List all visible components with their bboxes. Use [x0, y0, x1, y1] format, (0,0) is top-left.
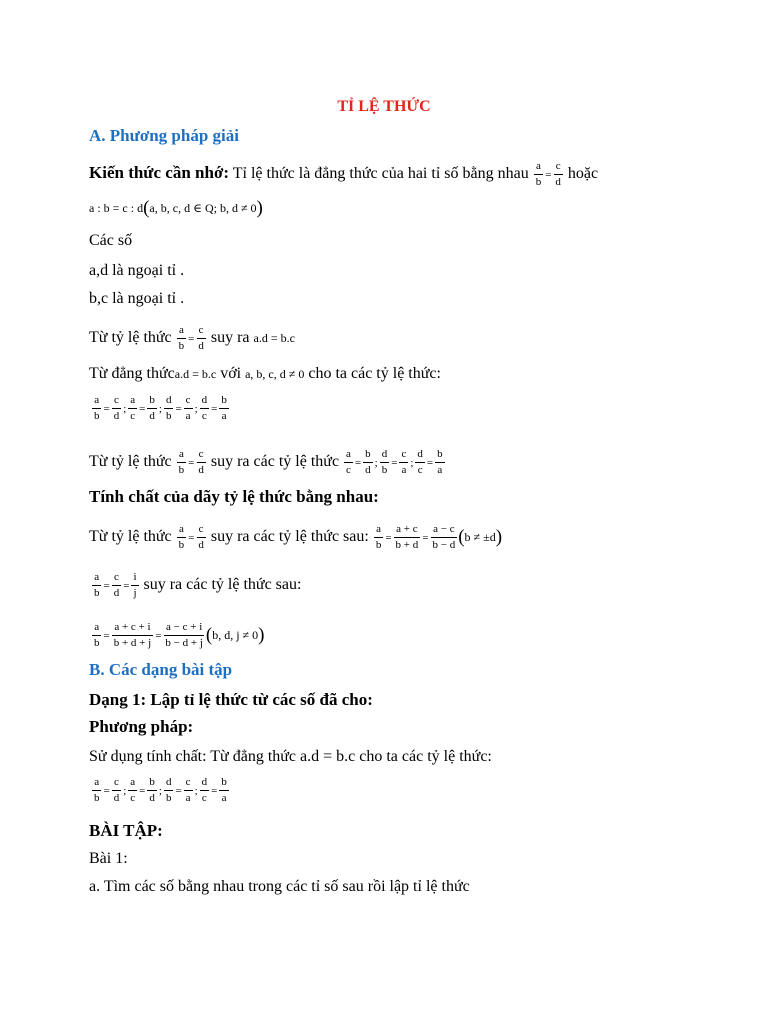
- denominator: d: [198, 539, 204, 551]
- fraction-b-a: [219, 394, 229, 423]
- denominator: a: [185, 410, 191, 422]
- denominator: d: [113, 410, 120, 422]
- close-paren: ): [495, 526, 503, 548]
- numerator: c: [112, 776, 121, 791]
- fraction-d-c: [415, 448, 425, 477]
- equals-sign: =: [103, 402, 110, 415]
- fraction-d-c: [200, 776, 210, 805]
- close-paren: ): [258, 624, 265, 646]
- numerator: a: [177, 324, 186, 339]
- fraction-b-d: [147, 394, 157, 423]
- prefix: Từ đẳng thức: [89, 365, 175, 382]
- separator: ;: [123, 784, 127, 797]
- equals-sign: =: [385, 531, 392, 544]
- numerator: c: [197, 448, 206, 463]
- suy-ra: suy ra: [210, 329, 250, 347]
- equation: a.d = b.c: [253, 331, 295, 346]
- fraction-a-c: [128, 394, 137, 423]
- equals-sign: =: [139, 784, 146, 797]
- denominator: j: [133, 587, 137, 599]
- phuong-phap-heading: Phương pháp:: [89, 717, 194, 736]
- fraction-b-d: [147, 776, 157, 805]
- numerator: b: [219, 776, 229, 791]
- fraction-d-b: [164, 776, 174, 805]
- fraction-c-d: [553, 160, 563, 189]
- numerator: a + c: [394, 523, 419, 538]
- tu-ty-le-thuc-line: [89, 324, 295, 353]
- denominator: b: [94, 637, 100, 649]
- fraction-a-b: [374, 523, 384, 552]
- denominator: d: [365, 464, 371, 476]
- equals-sign: =: [188, 456, 195, 469]
- denominator: b − d: [432, 539, 456, 551]
- numerator: a: [344, 448, 353, 463]
- denominator: b: [178, 464, 185, 476]
- bai-tap-heading: BÀI TẬP:: [89, 821, 163, 840]
- tinh-chat-line-2: [91, 571, 301, 600]
- equals-sign: =: [175, 784, 182, 797]
- section-b-heading: B. Các dạng bài tập: [89, 660, 233, 679]
- dang-1-heading: Dạng 1: Lập tỉ lệ thức từ các số đã cho:: [89, 690, 373, 709]
- fraction-c-d: [196, 324, 206, 353]
- denominator: b: [94, 792, 100, 804]
- fraction-a-b: [92, 776, 102, 805]
- separator: ;: [123, 402, 127, 415]
- numerator: c: [197, 324, 206, 339]
- denominator: d: [149, 410, 155, 422]
- hoac-text: hoặc: [567, 165, 599, 183]
- numerator: c: [184, 776, 193, 791]
- numerator: d: [380, 448, 390, 463]
- denominator: b: [165, 410, 172, 422]
- ngoai-ti-line-2: b,c là ngoại tỉ .: [89, 290, 185, 307]
- prefix: Từ tỷ lệ thức: [89, 528, 172, 546]
- fraction-c-d: [112, 776, 122, 805]
- fraction-c-d: [112, 394, 122, 423]
- equation: a.d = b.c: [174, 367, 217, 381]
- bai-1-label: Bài 1:: [89, 850, 128, 867]
- fraction-diff-3: [163, 621, 204, 650]
- condition: b, d, j ≠ 0: [212, 628, 259, 643]
- denominator: c: [346, 464, 351, 476]
- numerator: d: [164, 776, 174, 791]
- fraction-a-b: [177, 324, 187, 353]
- separator: ;: [158, 784, 162, 797]
- kien-thuc-label: Kiến thức cần nhớ:: [89, 163, 230, 183]
- denominator: b: [381, 464, 388, 476]
- fraction-b-a: [219, 776, 229, 805]
- equals-sign: =: [545, 168, 552, 181]
- numerator: a: [92, 571, 101, 586]
- tinh-chat-line-1: [89, 523, 502, 552]
- proportion-list-2: [91, 776, 230, 805]
- separator: ;: [158, 402, 162, 415]
- denominator: b + d + j: [113, 637, 152, 649]
- fraction-b-a: [435, 448, 445, 477]
- colon-form: a : b = c : d: [89, 201, 144, 215]
- denominator: d: [113, 587, 120, 599]
- fraction-a-b: [92, 571, 102, 600]
- tu-dang-thuc-line: [89, 364, 441, 384]
- kien-thuc-line: [89, 160, 598, 189]
- cac-so-line: Các số: [89, 232, 133, 249]
- denominator: b: [94, 410, 100, 422]
- fraction-sum-3: [112, 621, 153, 650]
- equals-sign: =: [188, 332, 195, 345]
- equals-sign: =: [103, 629, 110, 642]
- kien-thuc-text: Tỉ lệ thức là đẳng thức của hai tỉ số bằng nhau: [232, 165, 529, 183]
- denominator: b: [375, 539, 382, 551]
- denominator: c: [417, 464, 423, 476]
- numerator: c: [112, 571, 121, 586]
- fraction-c-d: [196, 448, 206, 477]
- separator: ;: [410, 456, 414, 469]
- equals-sign: =: [426, 456, 434, 469]
- fraction-d-c: [200, 394, 210, 423]
- equals-sign: =: [422, 531, 429, 544]
- numerator: a: [92, 776, 101, 791]
- fraction-a-b: [92, 621, 102, 650]
- numerator: a − c + i: [164, 621, 204, 636]
- fraction-a-b: [534, 160, 544, 189]
- equals-sign: =: [123, 579, 130, 592]
- equals-sign: =: [139, 402, 146, 415]
- fraction-a-b: [177, 523, 187, 552]
- numerator: b: [363, 448, 373, 463]
- numerator: a: [534, 160, 543, 175]
- denominator: a: [221, 410, 227, 422]
- suy-ra: suy ra các tỷ lệ thức sau:: [143, 576, 302, 594]
- fraction-c-a: [184, 776, 193, 805]
- numerator: b: [147, 776, 157, 791]
- numerator: c: [184, 394, 193, 409]
- fraction-d-b: [380, 448, 390, 477]
- open-paren: (: [143, 197, 150, 219]
- condition: a, b, c, d ∈ Q; b, d ≠ 0: [149, 201, 257, 215]
- fraction-a-b: [92, 394, 102, 423]
- numerator: c: [112, 394, 121, 409]
- numerator: c: [197, 523, 206, 538]
- equals-sign: =: [211, 784, 218, 797]
- fraction-i-j: [131, 571, 138, 600]
- condition: b ≠ ±d: [464, 530, 496, 545]
- numerator: d: [415, 448, 425, 463]
- numerator: a − c: [431, 523, 456, 538]
- close-paren: ): [256, 197, 263, 219]
- fraction-a-b: [177, 448, 187, 477]
- denominator: a: [437, 464, 443, 476]
- ngoai-ti-line-1: a,d là ngoại tỉ .: [89, 262, 185, 279]
- numerator: a: [92, 621, 101, 636]
- equals-sign: =: [188, 531, 195, 544]
- open-paren: (: [205, 624, 213, 646]
- tinh-chat-heading: Tính chất của dãy tỷ lệ thức bằng nhau:: [89, 487, 379, 506]
- fraction-sum: [394, 523, 421, 552]
- numerator: a: [128, 394, 137, 409]
- fraction-c-a: [399, 448, 408, 477]
- separator: ;: [194, 402, 198, 415]
- numerator: c: [554, 160, 563, 175]
- bai-1a-text: a. Tìm các số bằng nhau trong các tỉ số sau rồi lập tỉ lệ thức: [89, 878, 470, 895]
- suy-ra: suy ra các tỷ lệ thức sau:: [210, 528, 369, 546]
- prefix: Từ tỷ lệ thức: [89, 453, 172, 471]
- denominator: b + d: [395, 539, 419, 551]
- equals-sign: =: [391, 456, 398, 469]
- fraction-c-d: [196, 523, 206, 552]
- denominator: a: [185, 792, 191, 804]
- page-title: TỈ LỆ THỨC: [337, 98, 431, 115]
- proportion-list-1: [91, 394, 230, 423]
- suffix: cho ta các tỷ lệ thức:: [308, 365, 441, 382]
- fraction-d-b: [164, 394, 174, 423]
- denominator: d: [198, 340, 204, 352]
- equals-sign: =: [155, 629, 162, 642]
- equals-sign: =: [175, 402, 182, 415]
- numerator: a: [177, 523, 186, 538]
- numerator: i: [131, 571, 138, 586]
- denominator: c: [130, 410, 136, 422]
- tu-ty-le-thuc-line-2: [89, 448, 446, 477]
- equals-sign: =: [103, 579, 110, 592]
- denominator: b: [535, 176, 542, 188]
- denominator: d: [149, 792, 155, 804]
- denominator: d: [198, 464, 204, 476]
- fraction-c-d: [112, 571, 122, 600]
- numerator: a: [128, 776, 137, 791]
- fraction-b-d: [363, 448, 373, 477]
- equals-sign: =: [211, 402, 218, 415]
- section-a-heading: A. Phương pháp giải: [89, 126, 239, 145]
- numerator: d: [200, 776, 210, 791]
- denominator: d: [555, 176, 561, 188]
- fraction-a-c: [128, 776, 137, 805]
- numerator: d: [200, 394, 210, 409]
- fraction-a-c: [344, 448, 353, 477]
- fraction-diff: [430, 523, 457, 552]
- tinh-chat-line-3: [91, 621, 264, 650]
- voi: với: [220, 365, 242, 382]
- denominator: a: [401, 464, 407, 476]
- numerator: a: [92, 394, 101, 409]
- suy-ra: suy ra các tỷ lệ thức: [210, 453, 340, 471]
- denominator: c: [201, 410, 207, 422]
- separator: ;: [194, 784, 198, 797]
- denominator: d: [113, 792, 120, 804]
- denominator: b: [178, 539, 185, 551]
- denominator: c: [201, 792, 207, 804]
- fraction-c-a: [184, 394, 193, 423]
- colon-form-line: [89, 198, 263, 218]
- denominator: a: [221, 792, 227, 804]
- condition: a, b, c, d ≠ 0: [245, 367, 305, 381]
- numerator: b: [147, 394, 157, 409]
- numerator: a: [374, 523, 383, 538]
- open-paren: (: [458, 526, 465, 548]
- separator: ;: [374, 456, 378, 469]
- numerator: a: [177, 448, 186, 463]
- denominator: b − d + j: [165, 637, 203, 649]
- equals-sign: =: [103, 784, 110, 797]
- denominator: b: [94, 587, 100, 599]
- denominator: b: [165, 792, 172, 804]
- numerator: d: [164, 394, 174, 409]
- numerator: c: [399, 448, 408, 463]
- equals-sign: =: [354, 456, 362, 469]
- prefix: Từ tỷ lệ thức: [89, 329, 172, 347]
- su-dung-line: Sử dụng tính chất: Từ đẳng thức a.d = b.c cho ta các tỷ lệ thức:: [89, 748, 492, 765]
- numerator: b: [219, 394, 229, 409]
- numerator: b: [435, 448, 445, 463]
- denominator: b: [178, 340, 185, 352]
- denominator: c: [130, 792, 136, 804]
- numerator: a + c + i: [112, 621, 152, 636]
